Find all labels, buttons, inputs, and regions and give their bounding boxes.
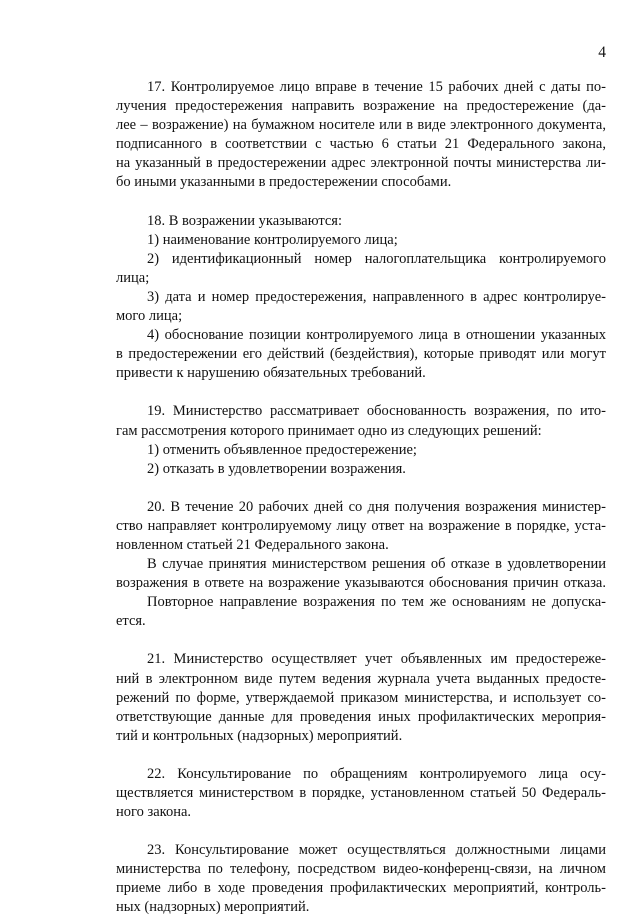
text-line: лее – возражение) на бумажном носителе или в виде электронного документа,: [116, 117, 606, 134]
text-line: в предостережении его действий (бездействия), которые приводят или могут: [116, 346, 606, 363]
text-line: приеме либо в ходе проведения профилактических мероприятий, контроль-: [116, 880, 606, 897]
text-line: министерства по телефону, посредством видео-конференц-связи, на личном: [116, 861, 606, 878]
text-line: новленном статьей 21 Федерального закона.: [116, 536, 389, 553]
text-line: 1) наименование контролируемого лица;: [147, 231, 398, 248]
text-line: 20. В течение 20 рабочих дней со дня получения возражения министер-: [147, 498, 606, 515]
paragraph-20: [116, 498, 606, 632]
paragraph-17: [116, 78, 606, 193]
text-line: лучения предостережения направить возражение на предостережение (да-: [116, 98, 606, 115]
text-line: 4) обоснование позиции контролируемого лица в отношении указанных: [147, 327, 606, 344]
text-line: 18. В возражении указываются:: [147, 212, 342, 229]
text-line: 22. Консультирование по обращениям контролируемого лица осу-: [147, 765, 606, 782]
text-line: 23. Консультирование может осуществляться должностными лицами: [147, 842, 606, 859]
text-line: гам рассмотрения которого принимает одно из следующих решений:: [116, 422, 542, 439]
paragraph-18: [116, 212, 606, 384]
text-line: 19. Министерство рассматривает обоснованность возражения, по ито-: [147, 403, 606, 420]
text-line: тий и контрольных (надзорных) мероприятий.: [116, 727, 403, 744]
paragraph-21: [116, 650, 606, 745]
text-line: ство направляет контролируемому лицу ответ на возражение в порядке, уста-: [116, 517, 606, 534]
text-line: ний в электронном виде путем ведения журнала учета выданных предосте-: [116, 670, 606, 687]
text-line: возражения в ответе на возражение указываются обоснования причин отказа.: [116, 575, 606, 592]
paragraph-19: [116, 402, 606, 478]
text-line: привести к нарушению обязательных требований.: [116, 365, 426, 382]
text-line: режений по форме, утверждаемой приказом министерства, и использует со-: [116, 689, 606, 706]
text-line: бо иными указанными в предостережении способами.: [116, 174, 452, 191]
paragraph-22: [116, 765, 606, 822]
text-line: 3) дата и номер предостережения, направленного в адрес контролируе-: [147, 288, 606, 305]
text-line: ного закона.: [116, 804, 192, 821]
paragraph-23: [116, 841, 606, 917]
text-line: подписанного в соответствии с частью 6 статьи 21 Федерального закона,: [116, 136, 606, 153]
text-line: ется.: [116, 613, 146, 630]
text-line: 21. Министерство осуществляет учет объявленных им предостереже-: [147, 651, 606, 668]
document-body: [116, 78, 606, 918]
text-line: ответствующие данные для проведения иных профилактических мероприя-: [116, 708, 606, 725]
text-line: лица;: [116, 269, 150, 286]
text-line: 1) отменить объявленное предостережение;: [147, 441, 417, 458]
text-line: мого лица;: [116, 308, 183, 325]
text-line: В случае принятия министерством решения об отказе в удовлетворении: [147, 556, 606, 573]
text-line: ных (надзорных) мероприятий.: [116, 899, 310, 916]
text-line: 17. Контролируемое лицо вправе в течение 15 рабочих дней с даты по-: [147, 79, 606, 95]
page-number: 4: [598, 44, 606, 61]
text-line: ществляется министерством в порядке, установленном статьей 50 Федераль-: [116, 785, 606, 801]
text-line: на указанный в предостережении адрес электронной почты министерства ли-: [116, 155, 606, 172]
text-line: Повторное направление возражения по тем же основаниям не допуска-: [147, 594, 606, 611]
text-line: 2) отказать в удовлетворении возражения.: [147, 460, 406, 477]
text-line: 2) идентификационный номер налогоплательщика контролируемого: [147, 250, 606, 267]
